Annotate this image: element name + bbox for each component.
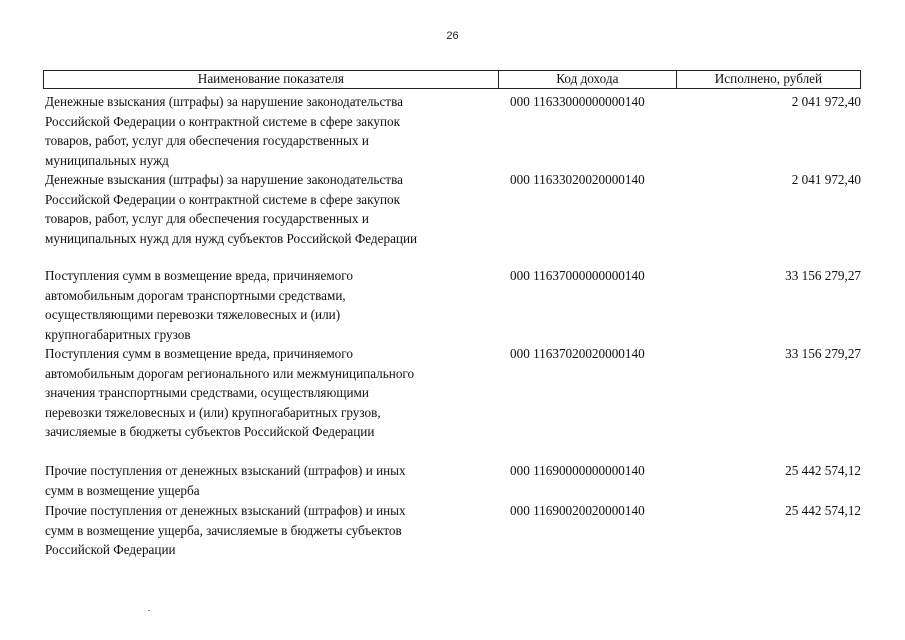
row-code: 000 11637000000000140 bbox=[510, 268, 645, 283]
row-name-line: муниципальных нужд для нужд субъектов Российской Федерации bbox=[45, 230, 418, 246]
table-header bbox=[43, 70, 861, 89]
header-code: Код дохода bbox=[498, 71, 676, 88]
row-name-line: автомобильным дорогам транспортными средствами, bbox=[45, 287, 346, 303]
row-name bbox=[45, 266, 495, 344]
row-name bbox=[45, 170, 495, 248]
row-amount: 2 041 972,40 bbox=[791, 94, 861, 109]
row-name-line: осуществляющими перевозки тяжеловесных и (или) bbox=[45, 307, 341, 322]
row-name bbox=[45, 92, 495, 170]
header-name: Наименование показателя bbox=[197, 71, 344, 86]
row-name-line: перевозки тяжеловесных и (или) крупногабаритных грузов, bbox=[45, 404, 381, 420]
row-code: 000 11633000000000140 bbox=[510, 94, 645, 109]
row-name-line: сумм в возмещение ущерба, зачисляемые в бюджеты субъектов bbox=[45, 522, 402, 538]
scan-speck bbox=[148, 610, 150, 611]
row-name-line: Российской Федерации о контрактной системе в сфере закупок bbox=[45, 113, 401, 129]
row-name-line: Прочие поступления от денежных взысканий (штрафов) и иных bbox=[45, 463, 406, 478]
row-name bbox=[45, 461, 495, 500]
row-name-line: Поступления сумм в возмещение вреда, причиняемого bbox=[45, 268, 353, 283]
row-amount: 25 442 574,12 bbox=[785, 463, 861, 478]
row-name-line: Денежные взыскания (штрафы) за нарушение законодательства bbox=[45, 172, 403, 187]
row-name-line: товаров, работ, услуг для обеспечения государственных и bbox=[45, 133, 369, 148]
row-name-line: товаров, работ, услуг для обеспечения государственных и bbox=[45, 211, 369, 226]
row-code: 000 11690020020000140 bbox=[510, 503, 645, 518]
row-name bbox=[45, 344, 495, 442]
row-name-line: Прочие поступления от денежных взысканий (штрафов) и иных bbox=[45, 503, 406, 518]
page-number: 26 bbox=[446, 30, 459, 42]
row-amount: 33 156 279,27 bbox=[785, 268, 861, 283]
row-name-line: крупногабаритных грузов bbox=[45, 326, 191, 342]
row-code: 000 11633020020000140 bbox=[510, 172, 645, 187]
row-amount: 2 041 972,40 bbox=[791, 172, 861, 187]
row-name-line: значения транспортными средствами, осуществляющими bbox=[45, 385, 369, 400]
row-name-line: сумм в возмещение ущерба bbox=[45, 482, 200, 498]
header-amount: Исполнено, рублей bbox=[676, 71, 860, 88]
revenue-table bbox=[43, 70, 861, 557]
row-name-line: Российской Федерации bbox=[45, 542, 176, 557]
row-name-line: автомобильным дорогам регионального или межмуниципального bbox=[45, 365, 415, 381]
row-name-line: муниципальных нужд bbox=[45, 152, 169, 168]
row-name-line: Российской Федерации о контрактной системе в сфере закупок bbox=[45, 191, 401, 207]
row-name-line: зачисляемые в бюджеты субъектов Российской Федерации bbox=[45, 424, 375, 439]
row-name-line: Денежные взыскания (штрафы) за нарушение законодательства bbox=[45, 94, 403, 109]
row-name bbox=[45, 501, 495, 560]
row-amount: 25 442 574,12 bbox=[785, 503, 861, 518]
row-code: 000 11637020020000140 bbox=[510, 346, 645, 361]
row-code: 000 11690000000000140 bbox=[510, 463, 645, 478]
row-amount: 33 156 279,27 bbox=[785, 346, 861, 361]
row-name-line: Поступления сумм в возмещение вреда, причиняемого bbox=[45, 346, 353, 361]
